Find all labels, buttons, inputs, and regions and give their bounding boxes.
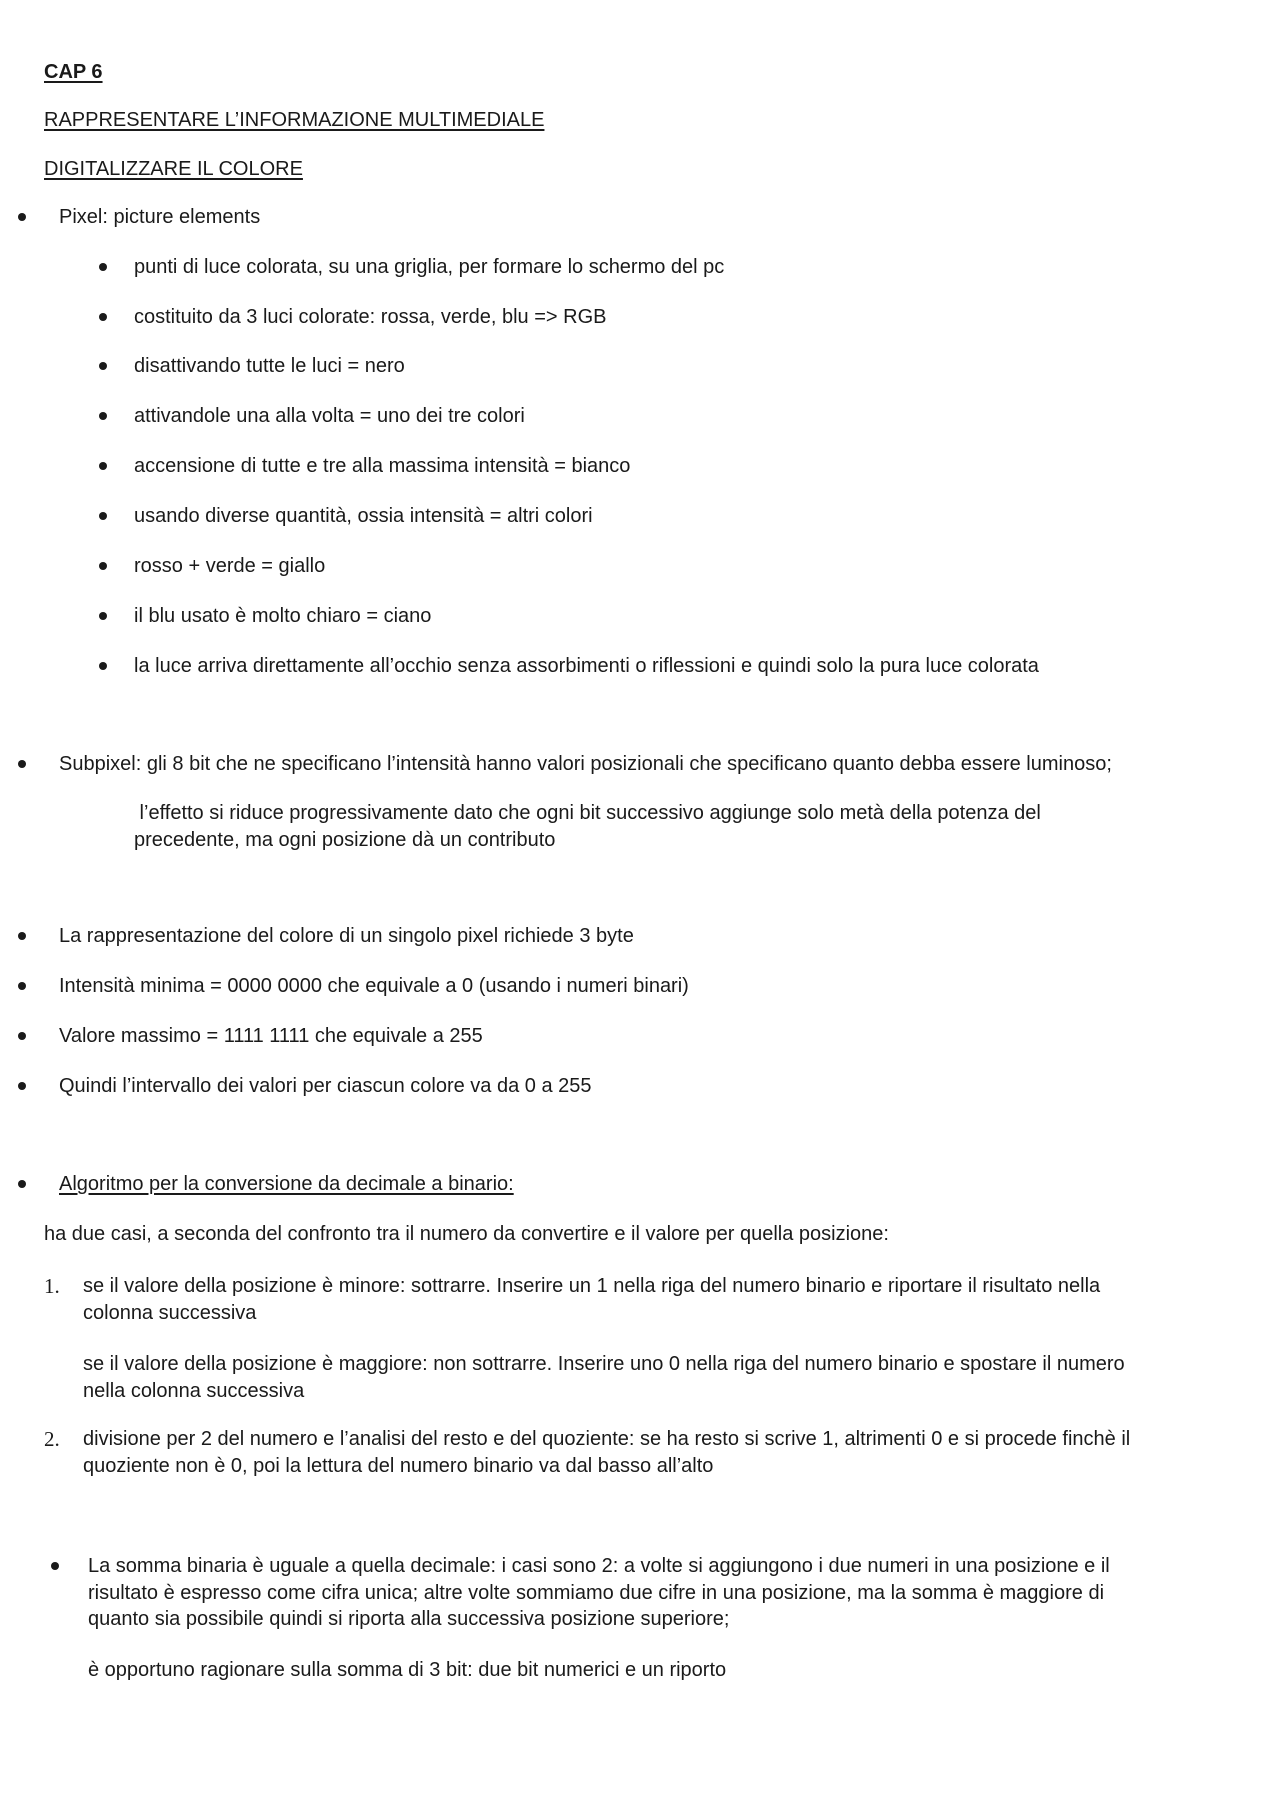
pixel-item: costituito da 3 luci colorate: rossa, verde, blu => RGB — [134, 306, 607, 328]
representation-item: Intensità minima = 0000 0000 che equivale a 0 (usando i numeri binari) — [59, 975, 689, 997]
bullet-icon — [99, 612, 107, 620]
bullet-icon — [99, 462, 107, 470]
bullet-icon — [99, 662, 107, 670]
subpixel-title: Subpixel: gli 8 bit che ne specificano l’intensità hanno valori posizionali che specificano quanto debba essere luminoso; — [59, 753, 1112, 775]
bullet-icon — [18, 982, 26, 990]
sum-line: quanto sia possibile quindi si riporta alla successiva posizione superiore; — [88, 1608, 730, 1630]
pixel-title: Pixel: picture elements — [59, 206, 261, 228]
step-line: se il valore della posizione è maggiore: non sottrarre. Inserire uno 0 nella riga del numero binario e spostare il numero — [83, 1353, 1125, 1375]
step-number: 1. — [44, 1274, 60, 1298]
subpixel-note-line: precedente, ma ogni posizione dà un contributo — [134, 829, 556, 851]
bullet-icon — [99, 313, 107, 321]
bullet-icon — [18, 760, 26, 768]
bullet-icon — [18, 932, 26, 940]
step-line: quoziente non è 0, poi la lettura del numero binario va dal basso all’alto — [83, 1455, 714, 1477]
pixel-item: disattivando tutte le luci = nero — [134, 355, 405, 377]
pixel-item: punti di luce colorata, su una griglia, per formare lo schermo del pc — [134, 256, 725, 278]
pixel-item: la luce arriva direttamente all’occhio senza assorbimenti o riflessioni e quindi solo la pura luce colorata — [134, 655, 1039, 677]
bullet-icon — [18, 1032, 26, 1040]
algorithm-title: Algoritmo per la conversione da decimale a binario: — [59, 1173, 514, 1195]
representation-item: Valore massimo = 1111 1111 che equivale a 255 — [59, 1025, 483, 1047]
bullet-icon — [99, 412, 107, 420]
chapter-heading: CAP 6 — [44, 61, 103, 83]
pixel-item: rosso + verde = giallo — [134, 555, 326, 577]
bullet-icon — [18, 1180, 26, 1188]
bullet-icon — [51, 1562, 59, 1570]
representation-item: La rappresentazione del colore di un singolo pixel richiede 3 byte — [59, 925, 634, 947]
step-line: colonna successiva — [83, 1302, 257, 1324]
step-number: 2. — [44, 1427, 60, 1451]
sum-note: è opportuno ragionare sulla somma di 3 bit: due bit numerici e un riporto — [88, 1659, 727, 1681]
bullet-icon — [18, 1082, 26, 1090]
sum-line: La somma binaria è uguale a quella decimale: i casi sono 2: a volte si aggiungono i due numeri in una posizione e il — [88, 1555, 1110, 1577]
bullet-icon — [99, 512, 107, 520]
pixel-item: il blu usato è molto chiaro = ciano — [134, 605, 432, 627]
algorithm-intro: ha due casi, a seconda del confronto tra il numero da convertire e il valore per quella posizione: — [44, 1223, 889, 1245]
subsection-heading: DIGITALIZZARE IL COLORE — [44, 158, 303, 180]
representation-item: Quindi l’intervallo dei valori per ciascun colore va da 0 a 255 — [59, 1075, 592, 1097]
sum-line: risultato è espresso come cifra unica; altre volte sommiamo due cifre in una posizione, ma la somma è maggiore di — [88, 1582, 1105, 1604]
step-line: divisione per 2 del numero e l’analisi del resto e del quoziente: se ha resto si scrive 1, altrimenti 0 e si procede finchè il — [83, 1428, 1131, 1450]
subpixel-note-line: l’effetto si riduce progressivamente dato che ogni bit successivo aggiunge solo metà della potenza del — [134, 802, 1041, 824]
section-heading: RAPPRESENTARE L’INFORMAZIONE MULTIMEDIALE — [44, 109, 545, 131]
pixel-item: usando diverse quantità, ossia intensità = altri colori — [134, 505, 593, 527]
step-line: se il valore della posizione è minore: sottrarre. Inserire un 1 nella riga del numero binario e riportare il risultato nella — [83, 1275, 1101, 1297]
bullet-icon — [99, 263, 107, 271]
pixel-item: attivandole una alla volta = uno dei tre colori — [134, 405, 525, 427]
bullet-icon — [99, 362, 107, 370]
bullet-icon — [18, 213, 26, 221]
pixel-item: accensione di tutte e tre alla massima intensità = bianco — [134, 455, 631, 477]
bullet-icon — [99, 562, 107, 570]
step-line: nella colonna successiva — [83, 1380, 305, 1402]
